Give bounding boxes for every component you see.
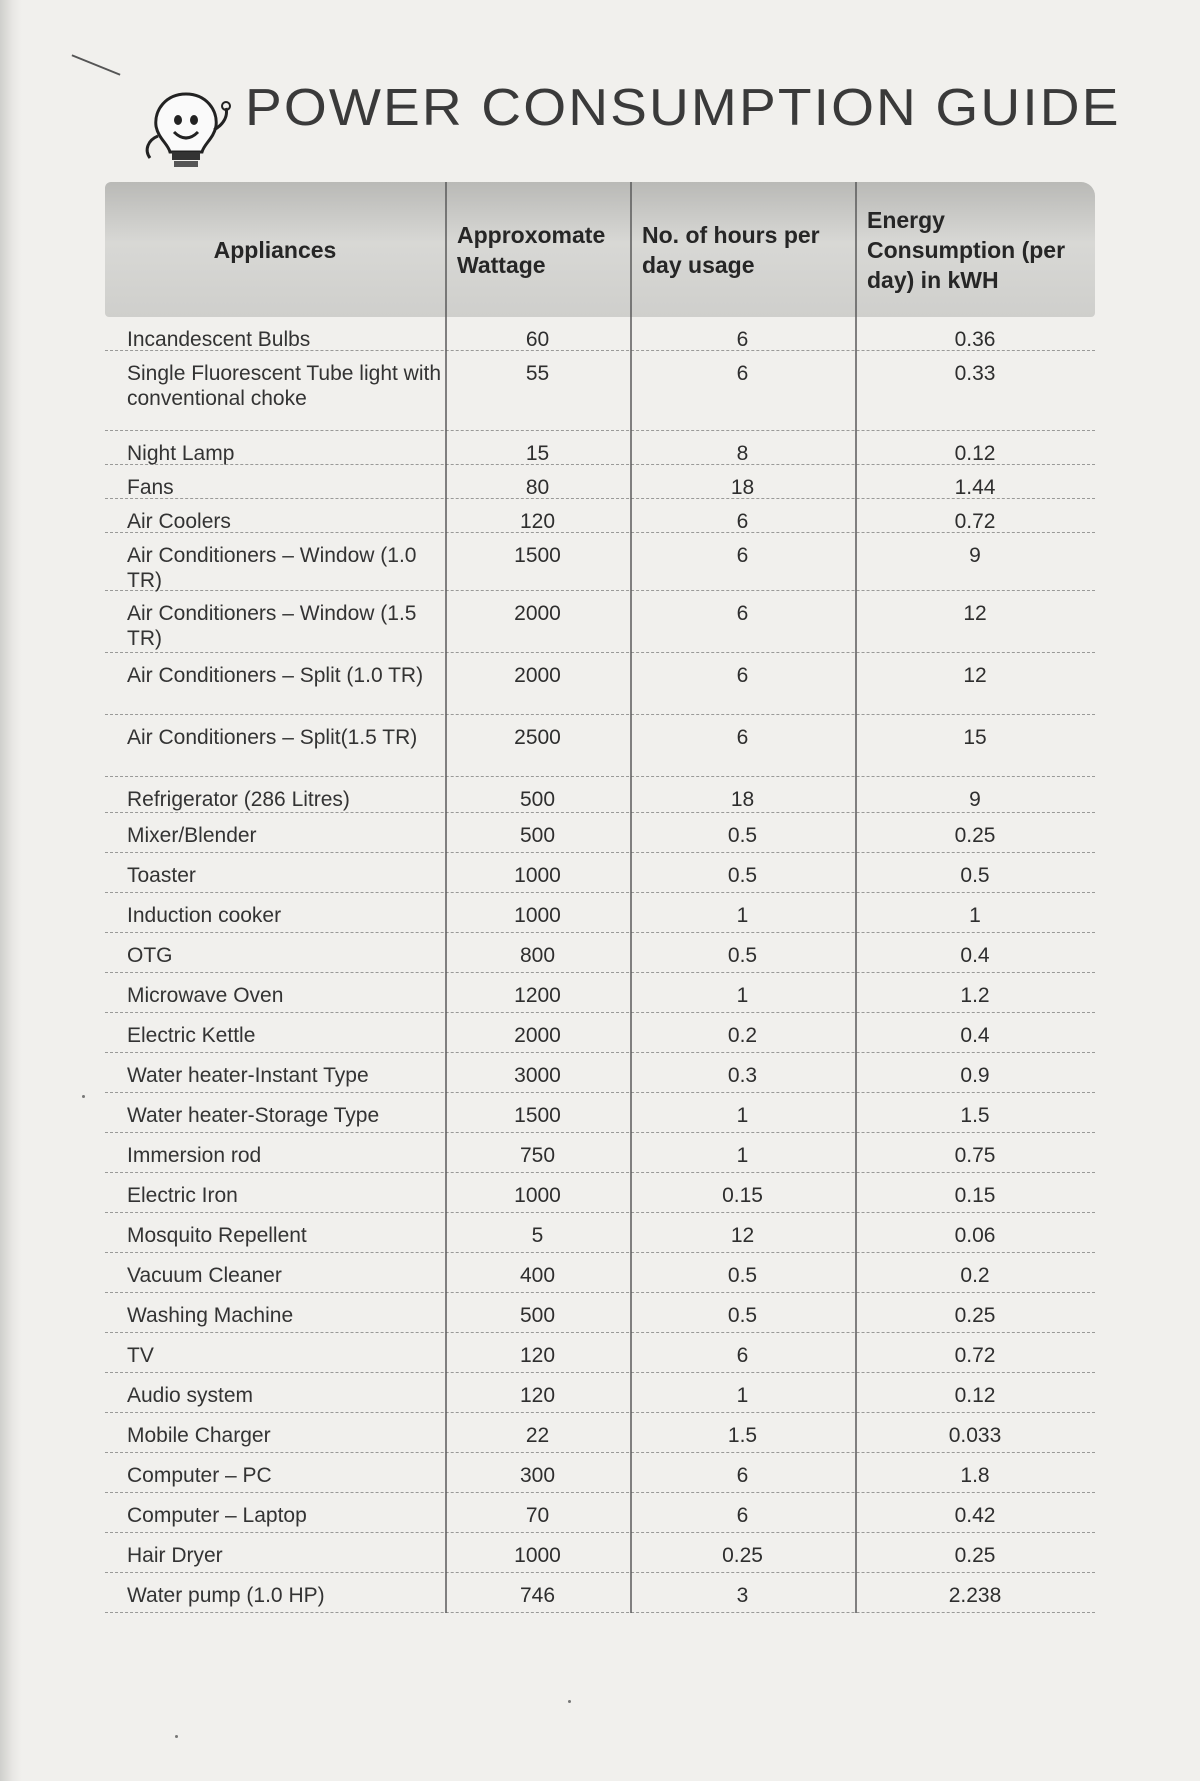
energy-value: 0.72 <box>954 1344 996 1367</box>
energy-value: 1 <box>969 904 981 927</box>
table-row <box>105 351 1095 431</box>
header-wattage: Approxomate Wattage <box>457 221 606 278</box>
wattage-value: 500 <box>519 824 556 847</box>
appliance-name: Incandescent Bulbs <box>127 328 311 351</box>
speck <box>82 1095 85 1098</box>
appliance-name: Refrigerator (286 Litres) <box>127 788 350 811</box>
table-row <box>105 973 1095 1013</box>
energy-value: 0.2 <box>960 1264 990 1287</box>
hours-value: 0.5 <box>727 1264 758 1287</box>
hours-value: 0.5 <box>727 864 758 887</box>
column-divider <box>855 182 857 1613</box>
table-row <box>105 853 1095 893</box>
hours-value: 1.5 <box>727 1424 758 1447</box>
table-row <box>105 1533 1095 1573</box>
hours-value: 1 <box>736 1144 749 1167</box>
hours-value: 1 <box>736 1104 749 1127</box>
appliance-name: Air Coolers <box>127 510 231 533</box>
energy-value: 2.238 <box>948 1584 1002 1607</box>
energy-value: 9 <box>969 788 981 811</box>
hours-value: 3 <box>736 1584 749 1607</box>
appliance-name: Water pump (1.0 HP) <box>127 1584 325 1607</box>
wattage-value: 2000 <box>514 1024 561 1047</box>
lightbulb-mascot-icon <box>140 86 232 178</box>
hours-value: 0.5 <box>727 1304 758 1327</box>
hours-value: 6 <box>736 1504 749 1527</box>
table-row <box>105 1093 1095 1133</box>
appliance-name: Hair Dryer <box>127 1544 223 1567</box>
column-divider <box>630 182 632 1613</box>
appliance-name: Electric Kettle <box>127 1024 256 1047</box>
wattage-value: 1000 <box>514 864 561 887</box>
energy-value: 15 <box>963 726 987 749</box>
hours-value: 0.15 <box>722 1184 763 1207</box>
energy-value: 12 <box>963 664 987 687</box>
table-row <box>105 893 1095 933</box>
hours-value: 6 <box>736 1464 749 1487</box>
wattage-value: 800 <box>519 944 556 967</box>
table-row <box>105 1013 1095 1053</box>
header-energy: Energy Consumption (per day) in kWH <box>867 206 1066 293</box>
appliance-name: Mobile Charger <box>127 1424 271 1447</box>
appliance-name: Air Conditioners – Split (1.0 TR) <box>127 664 424 687</box>
energy-value: 12 <box>963 602 987 625</box>
wattage-value: 120 <box>519 1344 556 1367</box>
hours-value: 0.5 <box>727 944 758 967</box>
wattage-value: 1500 <box>514 544 561 567</box>
table-row <box>105 533 1095 591</box>
column-divider <box>445 182 447 1613</box>
table-row <box>105 1293 1095 1333</box>
page-title: POWER CONSUMPTION GUIDE <box>245 79 1121 137</box>
appliance-name: Immersion rod <box>127 1144 262 1167</box>
appliance-name: TV <box>127 1344 154 1367</box>
wattage-value: 5 <box>531 1224 544 1247</box>
appliance-name: Microwave Oven <box>127 984 284 1007</box>
appliance-name: Induction cooker <box>127 904 282 927</box>
appliance-name: Computer – Laptop <box>127 1504 307 1527</box>
hours-value: 6 <box>736 602 749 625</box>
wattage-value: 1500 <box>514 1104 561 1127</box>
table-row <box>105 1493 1095 1533</box>
header-hours: No. of hours per day usage <box>642 221 820 278</box>
hours-value: 6 <box>736 510 749 533</box>
energy-value: 0.5 <box>960 864 990 887</box>
appliance-name: Toaster <box>127 864 196 887</box>
table-row <box>105 1053 1095 1093</box>
appliance-name: Fans <box>127 476 174 499</box>
table-row <box>105 1413 1095 1453</box>
appliance-name: Air Conditioners – Split(1.5 TR) <box>127 726 418 749</box>
table-row <box>105 499 1095 533</box>
appliance-name: Washing Machine <box>127 1304 294 1327</box>
energy-value: 0.36 <box>954 328 996 351</box>
wattage-value: 1200 <box>514 984 561 1007</box>
hours-value: 18 <box>730 476 755 499</box>
wattage-value: 15 <box>525 442 550 465</box>
wattage-value: 746 <box>519 1584 556 1607</box>
energy-value: 0.25 <box>954 824 996 847</box>
table-row <box>105 1333 1095 1373</box>
wattage-value: 2500 <box>514 726 561 749</box>
wattage-value: 750 <box>519 1144 556 1167</box>
hours-value: 12 <box>730 1224 755 1247</box>
hours-value: 1 <box>736 904 749 927</box>
table-row <box>105 715 1095 777</box>
energy-value: 0.033 <box>948 1424 1002 1447</box>
energy-value: 0.25 <box>954 1544 996 1567</box>
speck <box>568 1700 571 1703</box>
hours-value: 6 <box>736 328 749 351</box>
table-header <box>105 182 1095 317</box>
wattage-value: 55 <box>525 362 550 385</box>
wattage-value: 2000 <box>514 664 561 687</box>
table-row <box>105 1213 1095 1253</box>
wattage-value: 300 <box>519 1464 556 1487</box>
appliance-name: Single Fluorescent Tube light with conventional choke <box>127 362 442 410</box>
appliance-name: Mosquito Repellent <box>127 1224 307 1247</box>
hours-value: 1 <box>736 1384 749 1407</box>
wattage-value: 120 <box>519 510 556 533</box>
energy-value: 0.9 <box>960 1064 990 1087</box>
energy-value: 1.5 <box>960 1104 990 1127</box>
energy-value: 0.42 <box>954 1504 996 1527</box>
hours-value: 1 <box>736 984 749 1007</box>
table-row <box>105 813 1095 853</box>
table-row <box>105 431 1095 465</box>
appliance-name: Computer – PC <box>127 1464 272 1487</box>
wattage-value: 120 <box>519 1384 556 1407</box>
table-row <box>105 777 1095 813</box>
energy-value: 0.12 <box>954 1384 996 1407</box>
hours-value: 6 <box>736 1344 749 1367</box>
table-row <box>105 317 1095 351</box>
hours-value: 18 <box>730 788 755 811</box>
table-row <box>105 1173 1095 1213</box>
corner-pen-mark <box>72 54 121 75</box>
energy-value: 0.12 <box>954 442 996 465</box>
energy-value: 0.33 <box>954 362 996 385</box>
energy-value: 0.25 <box>954 1304 996 1327</box>
hours-value: 0.3 <box>727 1064 758 1087</box>
table-row <box>105 1253 1095 1293</box>
table-row <box>105 1453 1095 1493</box>
energy-value: 0.4 <box>960 1024 990 1047</box>
table-row <box>105 465 1095 499</box>
wattage-value: 3000 <box>514 1064 561 1087</box>
appliance-name: Water heater-Instant Type <box>127 1064 369 1087</box>
wattage-value: 500 <box>519 1304 556 1327</box>
wattage-value: 500 <box>519 788 556 811</box>
appliance-name: Night Lamp <box>127 442 235 465</box>
wattage-value: 400 <box>519 1264 556 1287</box>
appliance-name: Electric Iron <box>127 1184 238 1207</box>
speck <box>175 1735 178 1738</box>
appliance-name: Vacuum Cleaner <box>127 1264 282 1287</box>
table-row <box>105 1133 1095 1173</box>
appliance-name: Air Conditioners – Window (1.0 TR) <box>127 544 417 592</box>
page-edge-shadow <box>0 0 22 1781</box>
energy-value: 0.4 <box>960 944 990 967</box>
energy-value: 1.2 <box>960 984 990 1007</box>
appliance-name: Water heater-Storage Type <box>127 1104 380 1127</box>
hours-value: 6 <box>736 664 749 687</box>
wattage-value: 70 <box>525 1504 550 1527</box>
hours-value: 0.5 <box>727 824 758 847</box>
wattage-value: 1000 <box>514 1544 561 1567</box>
hours-value: 0.25 <box>722 1544 763 1567</box>
appliance-name: Audio system <box>127 1384 254 1407</box>
table-row <box>105 1573 1095 1613</box>
hours-value: 8 <box>736 442 749 465</box>
wattage-value: 1000 <box>514 904 561 927</box>
table-row <box>105 933 1095 973</box>
wattage-value: 22 <box>525 1424 550 1447</box>
hours-value: 0.2 <box>727 1024 758 1047</box>
energy-value: 9 <box>969 544 981 567</box>
energy-value: 0.06 <box>954 1224 996 1247</box>
table-row <box>105 591 1095 653</box>
energy-value: 0.75 <box>954 1144 996 1167</box>
wattage-value: 1000 <box>514 1184 561 1207</box>
wattage-value: 2000 <box>514 602 561 625</box>
energy-value: 1.44 <box>954 476 996 499</box>
table-row <box>105 653 1095 715</box>
hours-value: 6 <box>736 726 749 749</box>
table-body <box>105 317 1095 1613</box>
hours-value: 6 <box>736 362 749 385</box>
appliance-name: Mixer/Blender <box>127 824 257 847</box>
power-consumption-table <box>105 182 1095 1613</box>
header-appliances: Appliances <box>213 236 337 263</box>
energy-value: 0.72 <box>954 510 996 533</box>
energy-value: 0.15 <box>954 1184 996 1207</box>
energy-value: 1.8 <box>960 1464 990 1487</box>
hours-value: 6 <box>736 544 749 567</box>
title-row <box>140 72 1121 162</box>
appliance-name: OTG <box>127 944 173 967</box>
appliance-name: Air Conditioners – Window (1.5 TR) <box>127 602 417 650</box>
table-row <box>105 1373 1095 1413</box>
wattage-value: 60 <box>525 328 550 351</box>
wattage-value: 80 <box>525 476 550 499</box>
